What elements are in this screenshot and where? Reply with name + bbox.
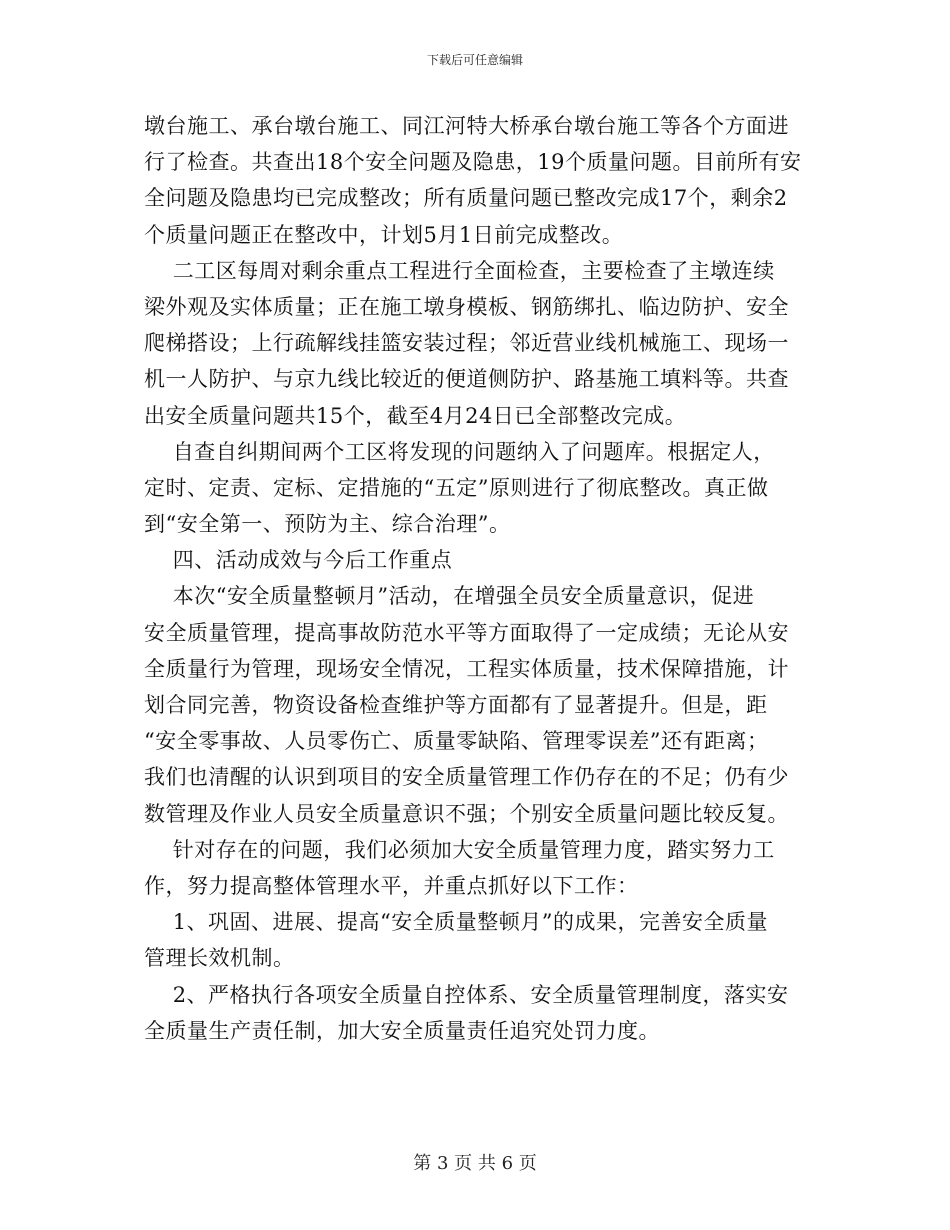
text-line: 本次“安全质量整顿月”活动，在增强全员安全质量意识，促进: [144, 584, 755, 609]
text-line: 机一人防护、与京九线比较近的便道侧防护、路基施工填料等。共查: [144, 367, 789, 392]
text-line: 针对存在的问题，我们必须加大安全质量管理力度，踏实努力工: [144, 837, 775, 862]
text-line: 安全质量管理，提高事故防范水平等方面取得了一定成绩；无论从安: [144, 620, 789, 645]
list-item: 2、严格执行各项安全质量自控体系、安全质量管理制度，落实安: [144, 982, 789, 1007]
text-line: 爬梯搭设；上行疏解线挂篮安装过程；邻近营业线机械施工、现场一: [144, 331, 789, 356]
section-heading: 四、活动成效与今后工作重点: [144, 548, 453, 573]
text-line: 行了检查。共查出18个安全问题及隐患，19个质量问题。目前所有安: [144, 150, 802, 175]
text-line: 全问题及隐患均已完成整改；所有质量问题已整改完成17个，剩余2: [144, 186, 788, 211]
page-header: 下载后可任意编辑: [426, 53, 523, 67]
text-line: 梁外观及实体质量；正在施工墩身模板、钢筋绑扎、临边防护、安全: [144, 294, 789, 319]
list-item: 管理长效机制。: [144, 946, 295, 971]
text-line: 我们也清醒的认识到项目的安全质量管理工作仍存在的不足；仍有少: [144, 765, 789, 790]
text-line: 数管理及作业人员安全质量意识不强；个别安全质量问题比较反复。: [144, 801, 789, 826]
text-line: 二工区每周对剩余重点工程进行全面检查，主要检查了主墩连续: [144, 258, 775, 283]
text-line: 到“安全第一、预防为主、综合治理”。: [144, 512, 511, 537]
list-item: 全质量生产责任制，加大安全质量责任追究处罚力度。: [144, 1018, 660, 1043]
text-line: 全质量行为管理，现场安全情况，工程实体质量，技术保障措施，计: [144, 656, 789, 681]
text-line: 墩台施工、承台墩台施工、同江河特大桥承台墩台施工等各个方面进: [144, 114, 789, 138]
body-text: [144, 108, 804, 1049]
text-line: 自查自纠期间两个工区将发现的问题纳入了问题库。根据定人，: [144, 439, 775, 464]
text-line: 个质量问题正在整改中，计划5月1日前完成整改。: [144, 222, 624, 247]
text-line: 定时、定责、定标、定措施的“五定”原则进行了彻底整改。真正做: [144, 475, 769, 500]
text-line: 划合同完善，物资设备检查维护等方面都有了显著提升。但是，距: [144, 693, 768, 717]
text-line: 出安全质量问题共15个，截至4月24日已全部整改完成。: [144, 403, 687, 428]
text-line: 作，努力提高整体管理水平，并重点抓好以下工作：: [144, 873, 639, 898]
list-item: 1、巩固、进展、提高“安全质量整顿月”的成果，完善安全质量: [144, 910, 769, 935]
page-number: 第 3 页 共 6 页: [413, 1153, 537, 1174]
text-line: “安全零事故、人员零伤亡、质量零缺陷、管理零误差”还有距离；: [144, 729, 769, 754]
